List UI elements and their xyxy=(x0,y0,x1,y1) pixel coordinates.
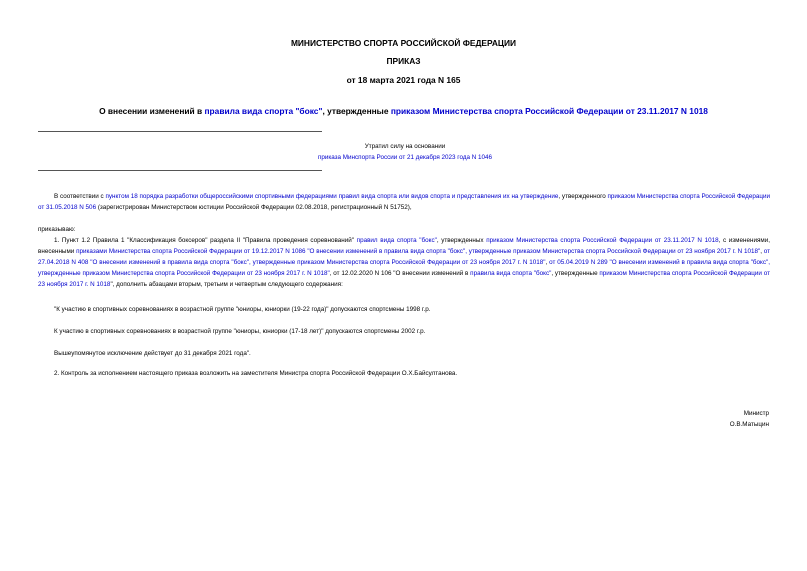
doc-type-heading: ПРИКАЗ xyxy=(386,56,421,66)
intro-text-1: В соответствии с xyxy=(54,193,106,200)
title-mid: , утвержденные xyxy=(322,106,391,116)
item1-text-6: , от 12.02.2020 N 106 "О внесении изменений в xyxy=(329,270,471,277)
item1-link-order1018[interactable]: приказом Министерства спорта Российской Федерации от 23.11.2017 N 1018 xyxy=(486,237,719,244)
intro-text-3: (зарегистрирован Министерством юстиции Российской Федерации 02.08.2018, регистрационный N 51752), xyxy=(96,204,412,211)
quote-paragraph-1: "К участию в спортивных соревнованиях в возрастной группе "юниоры, юниорки (19-22 года)" допускаются спортсмены 1998 г.р. xyxy=(54,306,431,313)
divider-top xyxy=(38,131,322,132)
item1-link-rules[interactable]: правил вида спорта "бокс" xyxy=(356,237,437,244)
document-title xyxy=(0,106,807,116)
item-1-paragraph xyxy=(38,235,770,290)
prikazyvayu-line: приказываю: xyxy=(38,226,76,233)
intro-link-p18[interactable]: пунктом 18 порядка разработки общероссийскими спортивными федерациями правил вида спорта или видов спорта и представления их на утверждение xyxy=(105,193,559,200)
item1-text-2: , утвержденных xyxy=(436,237,487,244)
item1-text-4: , xyxy=(760,248,764,255)
title-prefix: О внесении изменений в xyxy=(99,106,205,116)
quote-paragraph-2: К участию в спортивных соревнованиях в возрастной группе "юниоры, юниорки (17-18 лет)" допускаются спортсмены 2002 г.р. xyxy=(54,328,426,335)
item1-text-8: ", дополнить абзацами вторым, третьим и четвертым следующего содержания: xyxy=(110,281,343,288)
item1-text-7: , утвержденные xyxy=(551,270,600,277)
divider-bottom xyxy=(38,170,322,171)
intro-paragraph xyxy=(38,191,770,213)
item1-text-1: 1. Пункт 1.2 Правила 1 "Классификация боксеров" раздела II "Правила проведения соревнований" xyxy=(54,237,357,244)
title-link-rules[interactable]: правила вида спорта "бокс" xyxy=(204,106,323,116)
signature-name: О.В.Матыцин xyxy=(729,421,769,428)
signature-position: Министр xyxy=(743,410,769,417)
item1-link-order1018-2[interactable]: приказом Министерства спорта Российской Федерации от 23 ноября 2017 г. N 1018 xyxy=(38,270,770,288)
item1-link-rules-2[interactable]: правила вида спорта "бокс" xyxy=(470,270,552,277)
lost-force-link[interactable]: приказа Минспорта России от 21 декабря 2023 года N 1046 xyxy=(317,154,493,161)
quote-paragraph-3: Вышеупомянутое исключение действует до 31 декабря 2021 года". xyxy=(54,350,251,357)
item1-link-order289[interactable]: от 05.04.2019 N 289 "О внесении изменений в правила вида спорта "бокс", утвержденные приказом Министерства спорта Российской Федерации от 23 ноября 2017 г. N 1018" xyxy=(38,259,770,277)
item1-text-5: , xyxy=(545,259,550,266)
intro-link-order506[interactable]: приказом Министерства спорта Российской Федерации от 31.05.2018 N 506 xyxy=(38,193,770,211)
item1-text-3: , с изменениями, внесенными xyxy=(38,237,770,255)
item-2-paragraph: 2. Контроль за исполнением настоящего приказа возложить на заместителя Министра спорта Российской Федерации О.Х.Байсултанова. xyxy=(54,370,458,377)
date-number-heading: от 18 марта 2021 года N 165 xyxy=(346,75,461,85)
ministry-heading: МИНИСТЕРСТВО СПОРТА РОССИЙСКОЙ ФЕДЕРАЦИИ xyxy=(290,38,517,48)
intro-text-2: , утвержденного xyxy=(558,193,608,200)
item1-link-order408[interactable]: от 27.04.2018 N 408 "О внесении изменений в правила вида спорта "бокс", утвержденные приказом Министерства спорта Российской Федерации от 23 ноября 2017 г. N 1018" xyxy=(38,248,770,266)
title-link-order[interactable]: приказом Министерства спорта Российской Федерации от 23.11.2017 N 1018 xyxy=(390,106,708,116)
lost-force-label: Утратил силу на основании xyxy=(364,143,446,150)
item1-link-order1086[interactable]: приказами Министерства спорта Российской Федерации от 19.12.2017 N 1086 "О внесении изменений в правила вида спорта "бокс", утвержденные приказом Министерства спорта Российской Федерации от 23 ноября 2017 г. N 1018" xyxy=(76,248,761,255)
lost-force-link-line xyxy=(280,152,530,163)
